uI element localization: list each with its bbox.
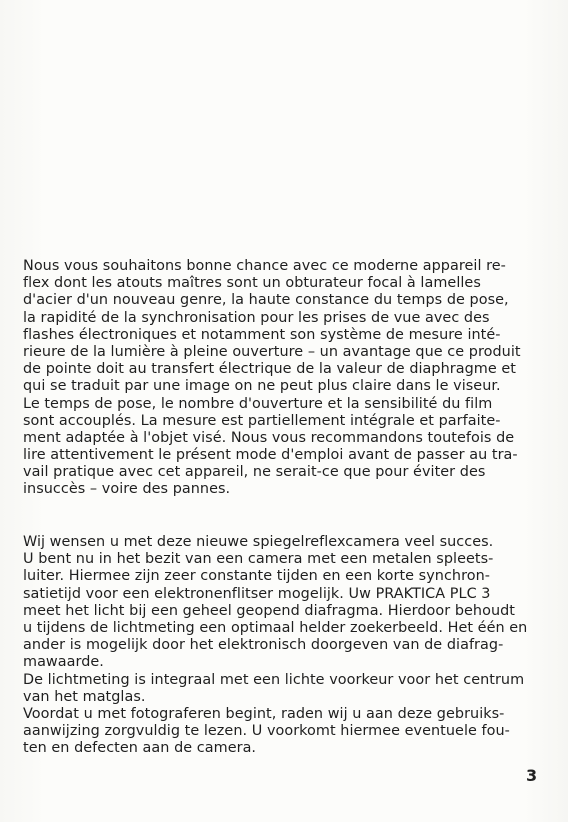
dutch-line: Wij wensen u met deze nieuwe spiegelreflexcamera veel succes. [23, 534, 494, 550]
show-through-marking [468, 14, 550, 56]
french-line: qui se traduit par une image on ne peut plus claire dans le viseur. [23, 378, 501, 395]
dutch-line: aanwijzing zorgvuldig te lezen. U voorkomt hiermee eventuele fou- [23, 723, 510, 740]
french-line: la rapidité de la synchronisation pour les prises de vue avec des [23, 309, 490, 326]
french-line: flashes électroniques et notamment son système de mesure inté- [23, 326, 501, 343]
french-line: ment adaptée à l'objet visé. Nous vous recommandons toutefois de [23, 429, 515, 446]
french-line: de pointe doit au transfert électrique de la valeur de diaphragme et [23, 361, 516, 378]
dutch-line: luiter. Hiermee zijn zeer constante tijden en een korte synchron- [23, 568, 490, 585]
dutch-line: De lichtmeting is integraal met een lichte voorkeur voor het centrum [23, 671, 525, 688]
french-line: sont accouplés. La mesure est partiellement intégrale et parfaite- [23, 412, 501, 429]
dutch-line: mawaarde. [23, 654, 104, 671]
french-line: insuccès – voire des pannes. [23, 481, 231, 498]
french-line: d'acier d'un nouveau genre, la haute constance du temps de pose, [23, 292, 509, 309]
french-line: rieure de la lumière à pleine ouverture – un avantage que ce produit [23, 343, 521, 360]
french-line: flex dont les atouts maîtres sont un obturateur focal à lamelles [23, 275, 481, 292]
dutch-line: meet het licht bij een geheel geopend diafragma. Hierdoor behoudt [23, 602, 515, 619]
french-line: lire attentivement le présent mode d'emploi avant de passer au tra- [23, 447, 518, 464]
dutch-line: ander is mogelijk door het elektronisch doorgeven van de diafrag- [23, 637, 504, 654]
dutch-paragraph [23, 534, 537, 757]
dutch-line: u tijdens de lichtmeting een optimaal helder zoekerbeeld. Het één en [23, 619, 528, 636]
dutch-line: ten en defecten aan de camera. [23, 740, 257, 757]
dutch-line: U bent nu in het bezit van een camera met een metalen spleets- [23, 551, 494, 568]
dutch-line: Voordat u met fotograferen begint, raden wij u aan deze gebruiks- [23, 705, 505, 722]
french-paragraph [23, 258, 537, 499]
french-line: Nous vous souhaitons bonne chance avec ce moderne appareil re- [23, 258, 506, 274]
french-line: vail pratique avec cet appareil, ne serait-ce que pour éviter des [23, 464, 486, 481]
dutch-line: van het matglas. [23, 688, 146, 705]
dutch-line: satietijd voor een elektronenflitser mogelijk. Uw PRAKTICA PLC 3 [23, 585, 491, 602]
french-line: Le temps de pose, le nombre d'ouverture et la sensibilité du film [23, 395, 493, 412]
page-number: 3 [526, 766, 538, 785]
